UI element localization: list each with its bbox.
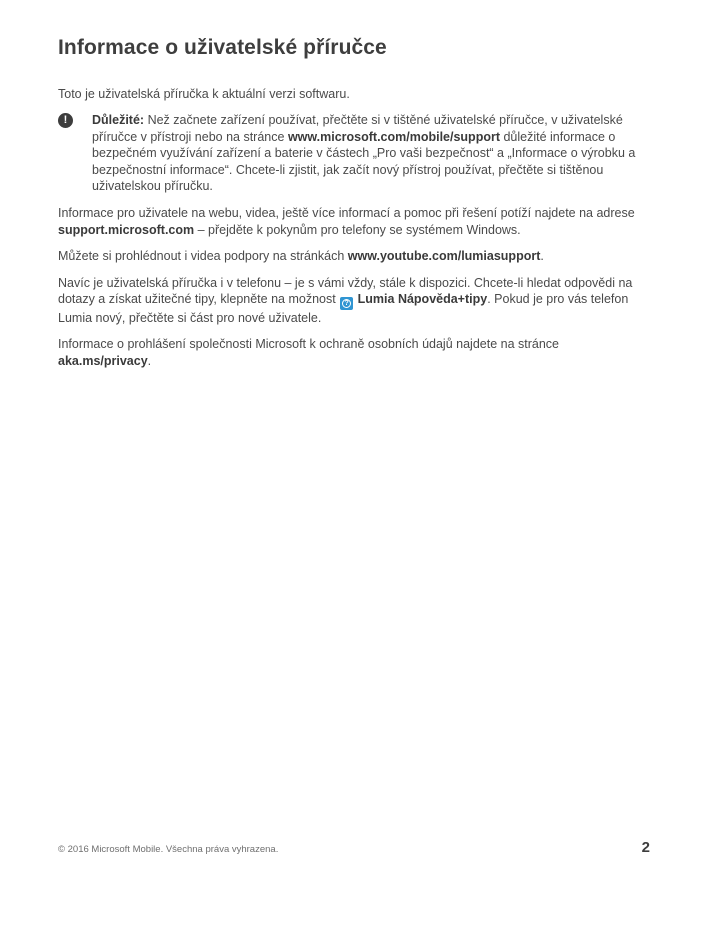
text-run: . — [540, 249, 544, 264]
text-run: – přejděte k pokynům pro telefony se systémem Windows. — [194, 222, 521, 237]
link-microsoft-mobile-support[interactable]: www.microsoft.com/mobile/support — [287, 129, 500, 144]
paragraph-in-phone-guide — [58, 275, 650, 327]
text-run: Informace o prohlášení společnosti Microsoft k ochraně osobních údajů najdete na stránce — [58, 337, 559, 352]
paragraph-intro — [58, 86, 650, 102]
note-label: Důležité: — [92, 113, 145, 128]
lumia-help-tips-icon[interactable] — [340, 297, 353, 310]
text-run: Můžete si prohlédnout i videa podpory na stránkách — [58, 249, 348, 264]
text-run: důležité informace o bezpečném využívání zařízení a baterie v částech „Pro vaši bezpečnost“ a „Informace o výrobku a bezpečnostní informace“. Chcete-li zjistit, jak začít nový přístroj používat, přečtěte si tištěnou uživatelskou příručku. — [92, 129, 636, 194]
page-footer — [58, 839, 650, 856]
page-title: Informace o uživatelské příručce — [58, 36, 387, 59]
text-run: Toto je uživatelská příručka k aktuální verzi softwaru. — [58, 87, 350, 101]
page-content — [0, 0, 709, 369]
link-aka-ms-privacy[interactable]: aka.ms/privacy — [58, 353, 148, 368]
text-run: Navíc je uživatelská příručka i v telefonu – je s vámi vždy, stále k dispozici. Chcete-li hledat odpovědi na dotazy a získat užitečné tipy, klepněte na možnost — [58, 275, 633, 307]
text-run: Než začnete zařízení používat, přečtěte si v tištěné uživatelské příručce, v uživatelské příručce v přístroji nebo na stránce — [92, 113, 623, 144]
lumia-help-tips-label: Lumia Nápověda+tipy — [357, 292, 488, 307]
important-note — [58, 112, 650, 194]
paragraph-web-support — [58, 205, 650, 238]
important-note-text — [92, 112, 650, 194]
paragraph-youtube — [58, 248, 650, 264]
paragraph-privacy — [58, 336, 650, 369]
link-support-microsoft[interactable]: support.microsoft.com — [58, 222, 195, 237]
text-run: . Pokud je pro vás telefon Lumia nový, přečtěte si část pro nové uživatele. — [58, 292, 629, 326]
exclamation-icon: ! — [58, 113, 73, 128]
text-run: . — [147, 353, 152, 368]
page-number: 2 — [641, 839, 650, 856]
question-mark-glyph: ? — [342, 299, 351, 308]
link-youtube-lumiasupport[interactable]: www.youtube.com/lumiasupport — [347, 249, 541, 264]
copyright-text: © 2016 Microsoft Mobile. Všechna práva vyhrazena. — [58, 844, 279, 855]
text-run: Informace pro uživatele na webu, videa, ještě více informací a pomoc při řešení potíží najdete na adrese — [58, 206, 635, 221]
